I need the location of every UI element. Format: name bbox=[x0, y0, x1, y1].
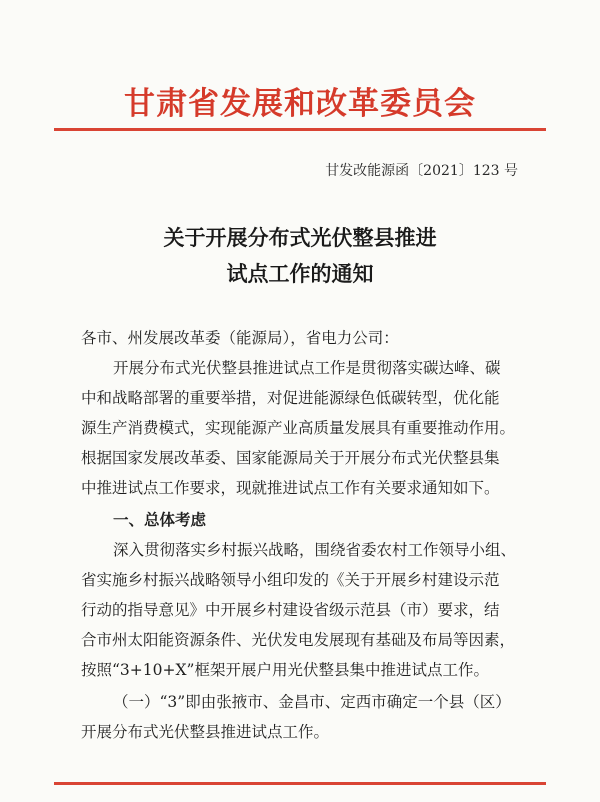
paragraph-line: 省实施乡村振兴战略领导小组印发的《关于开展乡村建设示范 bbox=[81, 571, 500, 589]
paragraph-line: 开展分布式光伏整县推进试点工作。 bbox=[81, 723, 330, 741]
document-title-line-2: 试点工作的通知 bbox=[226, 262, 374, 286]
paragraph-line: 源生产消费模式，实现能源产业高质量发展具有重要推动作用。 bbox=[81, 419, 516, 437]
footer-red-rule bbox=[54, 782, 546, 785]
paragraph-line: 按照“3+10+X”框架开展户用光伏整县集中推进试点工作。 bbox=[81, 661, 489, 679]
paragraph-line: 根据国家发展改革委、国家能源局关于开展分布式光伏整县集 bbox=[81, 449, 500, 467]
paragraph-line: 合市州太阳能资源条件、光伏发电发展现有基础及布局等因素， bbox=[81, 631, 516, 649]
salutation: 各市、州发展改革委（能源局），省电力公司： bbox=[81, 329, 399, 347]
paragraph-line: 中和战略部署的重要举措，对促进能源绿色低碳转型，优化能 bbox=[81, 389, 500, 407]
paragraph-line: 开展分布式光伏整县推进试点工作是贯彻落实碳达峰、碳 bbox=[113, 359, 501, 377]
issuing-organization-title: 甘肃省发展和改革委员会 bbox=[124, 86, 476, 122]
document-title-line-1: 关于开展分布式光伏整县推进 bbox=[163, 226, 437, 250]
section-heading: 一、总体考虑 bbox=[113, 511, 207, 529]
paragraph-line: 深入贯彻落实乡村振兴战略，围绕省委农村工作领导小组、 bbox=[113, 541, 517, 559]
paragraph-line: 行动的指导意见》中开展乡村建设省级示范县（市）要求，结 bbox=[81, 601, 500, 619]
paragraph-line: （一）“3”即由张掖市、金昌市、定西市确定一个县（区） bbox=[113, 693, 511, 711]
header-red-rule bbox=[54, 128, 546, 131]
document-number: 甘发改能源函〔2021〕123 号 bbox=[325, 163, 518, 179]
paragraph-line: 中推进试点工作要求，现就推进试点工作有关要求通知如下。 bbox=[81, 479, 500, 497]
